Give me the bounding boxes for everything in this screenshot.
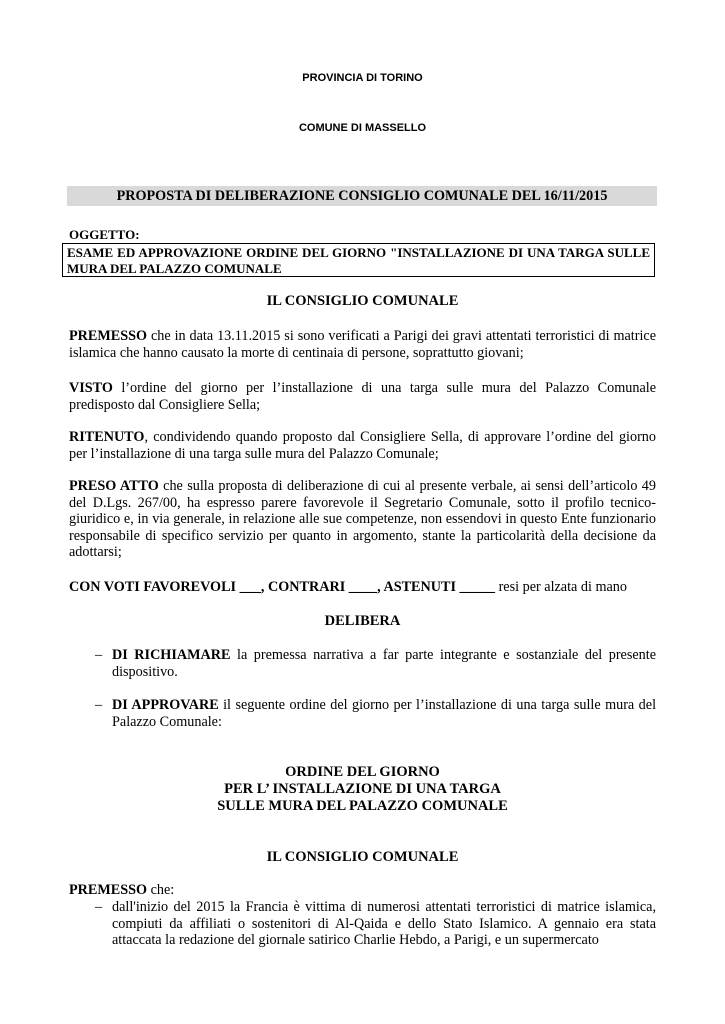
premesso2-text: che: <box>147 882 175 898</box>
delibera-dash-2: – <box>95 697 103 713</box>
voti-line <box>69 579 669 596</box>
preso-atto-lead: PRESO ATTO <box>69 478 159 494</box>
premesso2-item: dall'inizio del 2015 la Francia è vittima di numerosi attentati terroristici di matrice islamica, compiuti da affiliati o sostenitori di Al-Qaida e dello Stato Islamico. A gennaio era stata attaccata la redazione del giornale satirico Charlie Hebdo, a Parigi, e un supermercato <box>112 899 656 948</box>
voti-text: resi per alzata di mano <box>495 579 627 595</box>
visto-lead: VISTO <box>69 380 113 396</box>
visto-paragraph <box>69 380 656 413</box>
premesso-paragraph <box>69 328 656 361</box>
preso-atto-text: che sulla proposta di deliberazione di cui al presente verbale, ai sensi dell’articolo 49 del D.Lgs. 267/00, ha espresso parere favorevole il Segretario Comunale, sotto il profilo tecnico-giuridico e, in via generale, in relazione alle sue competenze, non essendovi in questo Ente funzionario responsabile di specifico servizio per quanto in argomento, stante la particolarità della decisione da adottarsi; <box>69 478 656 560</box>
preso-atto-paragraph <box>69 478 656 561</box>
delibera-title: DELIBERA <box>324 613 401 629</box>
voti-bold: CON VOTI FAVOREVOLI ___, CONTRARI ____, ASTENUTI _____ <box>69 579 496 595</box>
proposal-banner: PROPOSTA DI DELIBERAZIONE CONSIGLIO COMUNALE DEL 16/11/2015 <box>67 186 657 206</box>
visto-text: l’ordine del giorno per l’installazione di una targa sulle mura del Palazzo Comunale predisposto dal Consigliere Sella; <box>69 380 656 413</box>
premesso-text: che in data 13.11.2015 si sono verificati a Parigi dei gravi attentati terroristici di matrice islamica che hanno causato la morte di centinaia di persone, soprattutto giovani; <box>69 328 656 361</box>
delibera-item-1-lead: DI RICHIAMARE <box>112 647 231 663</box>
header-comune: COMUNE DI MASSELLO <box>298 122 427 134</box>
delibera-item-1-text: la premessa narrativa a far parte integrante e sostanziale del presente dispositivo. <box>112 647 656 680</box>
delibera-item-2 <box>112 697 656 730</box>
header-provincia: PROVINCIA DI TORINO <box>302 72 423 84</box>
ordine-title-line-2: PER L’ INSTALLAZIONE DI UNA TARGA <box>224 781 501 797</box>
premesso2-paragraph <box>69 882 656 899</box>
consiglio-title: IL CONSIGLIO COMUNALE <box>266 293 459 309</box>
delibera-item-2-lead: DI APPROVARE <box>112 697 219 713</box>
ritenuto-paragraph <box>69 429 656 462</box>
premesso-lead: PREMESSO <box>69 328 148 344</box>
ordine-title-line-3: SULLE MURA DEL PALAZZO COMUNALE <box>217 798 508 814</box>
premesso2-lead: PREMESSO <box>69 882 148 898</box>
delibera-dash-1: – <box>95 647 103 663</box>
delibera-item-2-text: il seguente ordine del giorno per l’installazione di una targa sulle mura del Palazzo Comunale: <box>112 697 657 730</box>
ordine-title-line-1: ORDINE DEL GIORNO <box>285 764 440 780</box>
oggetto-text: ESAME ED APPROVAZIONE ORDINE DEL GIORNO "INSTALLAZIONE DI UNA TARGA SULLE MURA DEL PALAZZO COMUNALE <box>67 245 650 276</box>
ritenuto-text: , condividendo quando proposto dal Consigliere Sella, di approvare l’ordine del giorno per l’installazione di una targa sulle mura del Palazzo Comunale; <box>69 429 656 462</box>
oggetto-label: OGGETTO: <box>69 227 140 242</box>
ritenuto-lead: RITENUTO <box>69 429 145 445</box>
premesso2-dash: – <box>95 899 103 915</box>
oggetto-box <box>62 243 655 277</box>
consiglio-title-2: IL CONSIGLIO COMUNALE <box>266 849 459 865</box>
delibera-item-1 <box>112 647 656 680</box>
